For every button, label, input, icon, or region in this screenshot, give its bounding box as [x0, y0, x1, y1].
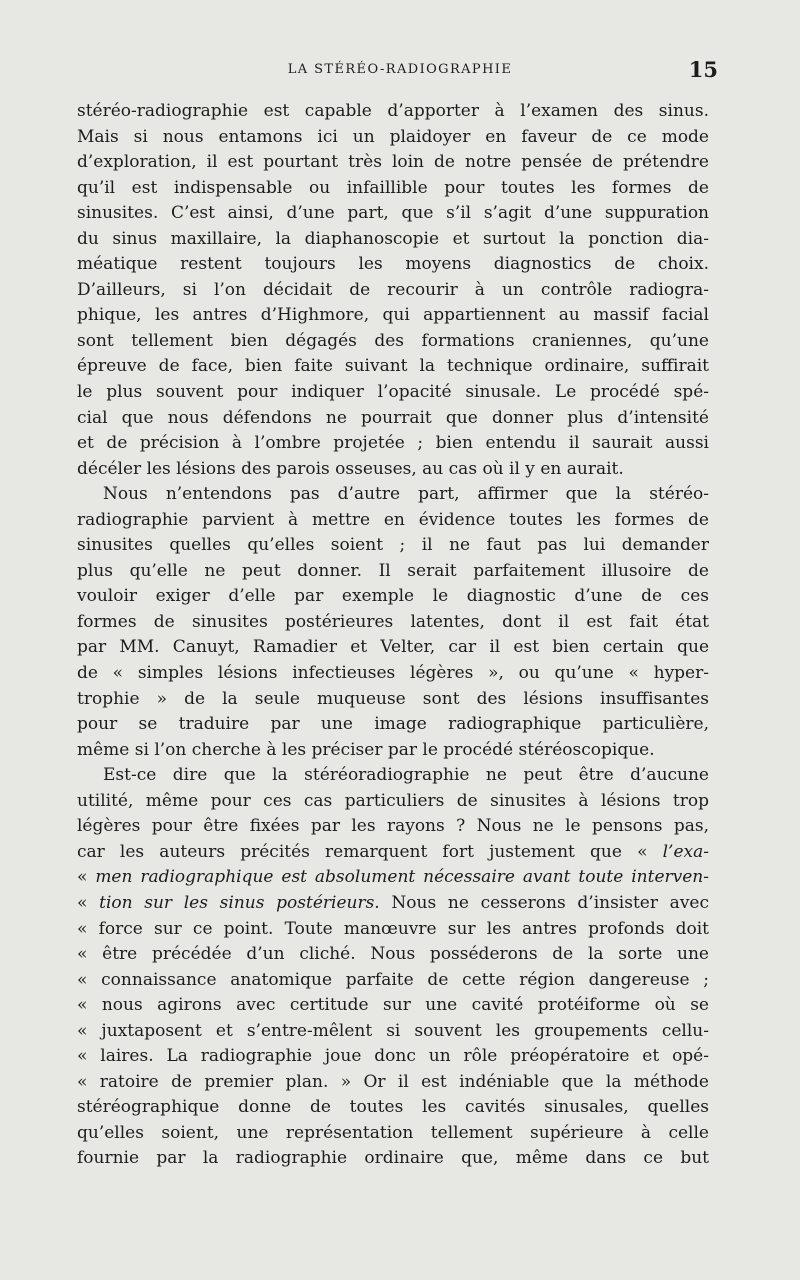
text-line: sinusites. C’est ainsi, d’une part, que s’il s’agit d’une suppuration	[77, 203, 709, 224]
text-line: sinusites quelles qu’elles soient ; il ne faut pas lui demander	[77, 535, 709, 556]
text-line: qu’il est indispensable ou infaillible pour toutes les formes de	[77, 177, 709, 198]
text-line: formes de sinusites postérieures latentes, dont il est fait état	[77, 611, 709, 632]
text-line: fournie par la radiographie ordinaire que, même dans ce but	[77, 1148, 709, 1169]
text-line	[77, 840, 709, 866]
text-line: « nous agirons avec certitude sur une cavité protéiforme où se	[77, 995, 709, 1016]
text-line	[77, 865, 709, 891]
page-number: 15	[688, 57, 718, 82]
text-line: même si l’on cherche à les préciser par le procédé stéréoscopique.	[77, 739, 655, 760]
text-line: vouloir exiger d’elle par exemple le diagnostic d’une de ces	[77, 586, 709, 607]
text-line: le plus souvent pour indiquer l’opacité sinusale. Le procédé spé-	[77, 382, 709, 403]
quote-italic: men radiographique est absolument nécessaire avant toute interven-	[95, 867, 709, 888]
text-line: utilité, même pour ces cas particuliers de sinusites à lésions trop	[77, 790, 709, 811]
paragraph-first-line: Nous n’entendons pas d’autre part, affirmer que la stéréo-	[103, 484, 709, 505]
text-line: par MM. Canuyt, Ramadier et Velter, car il est bien certain que	[77, 637, 709, 658]
text-line: décéler les lésions des parois osseuses, au cas où il y en aurait.	[77, 458, 624, 479]
text-line: épreuve de face, bien faite suivant la technique ordinaire, suffirait	[77, 356, 709, 377]
text-line: cial que nous défendons ne pourrait que donner plus d’intensité	[77, 407, 709, 428]
text-line	[77, 891, 709, 917]
text-line: stéréographique donne de toutes les cavités sinusales, quelles	[77, 1097, 709, 1118]
page-header	[0, 57, 800, 86]
text-line: « laires. La radiographie joue donc un rôle préopératoire et opé-	[77, 1046, 709, 1067]
text-span: Nous ne cesserons d’insister avec	[379, 892, 710, 913]
quote-mark: «	[77, 867, 96, 888]
text-line: D’ailleurs, si l’on décidait de recourir à un contrôle radiogra-	[77, 279, 709, 300]
running-title: LA STÉRÉO-RADIOGRAPHIE	[287, 62, 513, 77]
text-line: trophie » de la seule muqueuse sont des lésions insuffisantes	[77, 688, 709, 709]
text-span: car les auteurs précités remarquent fort justement que «	[77, 841, 663, 862]
text-line: Mais si nous entamons ici un plaidoyer en faveur de ce mode	[77, 126, 709, 147]
text-line: radiographie parvient à mettre en évidence toutes les formes de	[77, 509, 709, 530]
text-line: du sinus maxillaire, la diaphanoscopie et surtout la ponction dia-	[77, 228, 709, 249]
text-line: légères pour être fixées par les rayons ? Nous ne le pensons pas,	[77, 816, 709, 837]
text-line: pour se traduire par une image radiographique particulière,	[77, 714, 709, 735]
body-text	[77, 99, 709, 1172]
text-line: « force sur ce point. Toute manœuvre sur les antres profonds doit	[77, 918, 709, 939]
paragraph-first-line: Est-ce dire que la stéréoradiographie ne peut être d’aucune	[103, 765, 709, 786]
text-line: « être précédée d’un cliché. Nous posséderons de la sorte une	[77, 944, 709, 965]
text-line: qu’elles soient, une représentation tellement supérieure à celle	[77, 1122, 709, 1143]
text-line: de « simples lésions infectieuses légères », ou qu’une « hyper-	[77, 663, 709, 684]
text-line: « connaissance anatomique parfaite de cette région dangereuse ;	[77, 969, 709, 990]
text-line: plus qu’elle ne peut donner. Il serait parfaitement illusoire de	[77, 560, 709, 581]
text-line: d’exploration, il est pourtant très loin de notre pensée de prétendre	[77, 152, 709, 173]
text-line: « ratoire de premier plan. » Or il est indéniable que la méthode	[77, 1071, 709, 1092]
quote-italic: tion sur les sinus postérieurs.	[99, 892, 380, 913]
text-line: et de précision à l’ombre projetée ; bien entendu il saurait aussi	[77, 433, 709, 454]
quote-mark: «	[77, 892, 100, 913]
text-line: « juxtaposent et s’entre-mêlent si souvent les groupements cellu-	[77, 1020, 709, 1041]
text-line: sont tellement bien dégagés des formations craniennes, qu’une	[77, 330, 709, 351]
text-line: phique, les antres d’Highmore, qui appartiennent au massif facial	[77, 305, 709, 326]
text-line: stéréo-radiographie est capable d’apporter à l’examen des sinus.	[77, 101, 709, 121]
quote-italic: l’exa-	[662, 841, 709, 862]
text-line: méatique restent toujours les moyens diagnostics de choix.	[77, 254, 709, 275]
